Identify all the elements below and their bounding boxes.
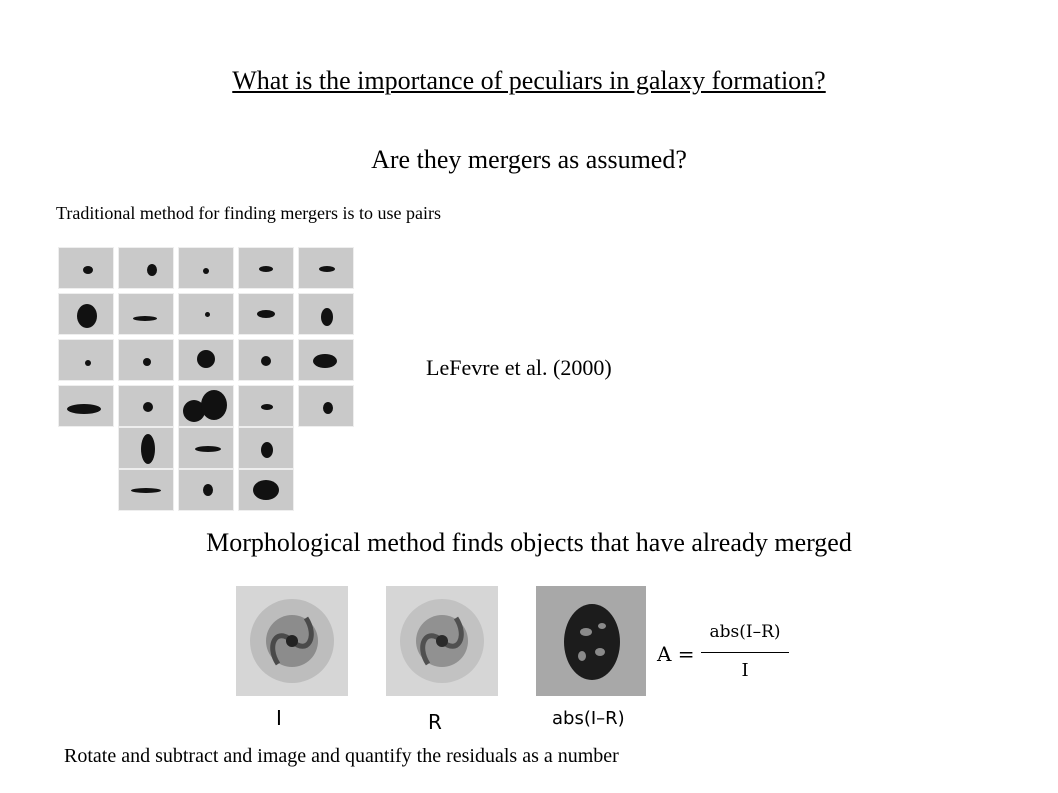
galaxy-thumbnail xyxy=(58,339,114,381)
galaxy-thumbnail xyxy=(178,427,234,469)
fraction-bar xyxy=(701,652,789,653)
formula-numerator: abs(I–R) xyxy=(709,622,781,642)
galaxy-thumbnail xyxy=(118,339,174,381)
galaxy-image-r xyxy=(386,586,498,696)
galaxy-thumbnail xyxy=(238,293,294,335)
galaxy-thumbnail xyxy=(118,247,174,289)
galaxy-thumbnail xyxy=(298,293,354,335)
galaxy-thumbnail xyxy=(118,293,174,335)
galaxy-thumbnail xyxy=(118,469,174,511)
residual-noise-icon xyxy=(536,586,646,696)
galaxy-thumbnail xyxy=(298,385,354,427)
galaxy-thumbnail xyxy=(58,293,114,335)
galaxy-thumbnail xyxy=(178,293,234,335)
galaxy-thumbnail xyxy=(178,247,234,289)
residual-image xyxy=(536,586,646,696)
slide-title xyxy=(0,66,1058,96)
galaxy-thumbnail xyxy=(118,385,174,427)
spiral-galaxy-icon xyxy=(386,586,498,696)
galaxy-thumbnail xyxy=(238,469,294,511)
formula-denominator: I xyxy=(741,660,749,681)
galaxy-thumbnail xyxy=(178,469,234,511)
galaxy-thumbnail xyxy=(238,339,294,381)
galaxy-thumbnail xyxy=(58,247,114,289)
galaxy-thumbnail xyxy=(58,385,114,427)
asymmetry-formula xyxy=(657,622,789,692)
formula-lhs: A = xyxy=(657,642,695,666)
galaxy-thumbnail xyxy=(118,427,174,469)
morphological-heading: Morphological method finds objects that have already merged xyxy=(206,528,852,557)
residual-caption: abs(I–R) xyxy=(552,708,625,729)
galaxy-thumbnail xyxy=(238,247,294,289)
galaxy-image-i xyxy=(236,586,348,696)
galaxy-caption-i: I xyxy=(276,706,282,730)
galaxy-thumbnail xyxy=(178,385,234,427)
merger-pairs-image xyxy=(58,247,358,512)
galaxy-caption-r: R xyxy=(428,710,442,734)
galaxy-thumbnail xyxy=(298,339,354,381)
citation: LeFevre et al. (2000) xyxy=(426,355,612,380)
slide-subtitle: Are they mergers as assumed? xyxy=(371,145,687,174)
spiral-galaxy-icon xyxy=(236,586,348,696)
traditional-method-text: Traditional method for finding mergers is to use pairs xyxy=(56,203,441,223)
bottom-text: Rotate and subtract and image and quantify the residuals as a number xyxy=(64,745,619,767)
galaxy-thumbnail xyxy=(298,247,354,289)
galaxy-thumbnail xyxy=(238,427,294,469)
slide-title-text: What is the importance of peculiars in galaxy formation? xyxy=(232,66,826,95)
galaxy-thumbnail xyxy=(178,339,234,381)
galaxy-thumbnail xyxy=(238,385,294,427)
